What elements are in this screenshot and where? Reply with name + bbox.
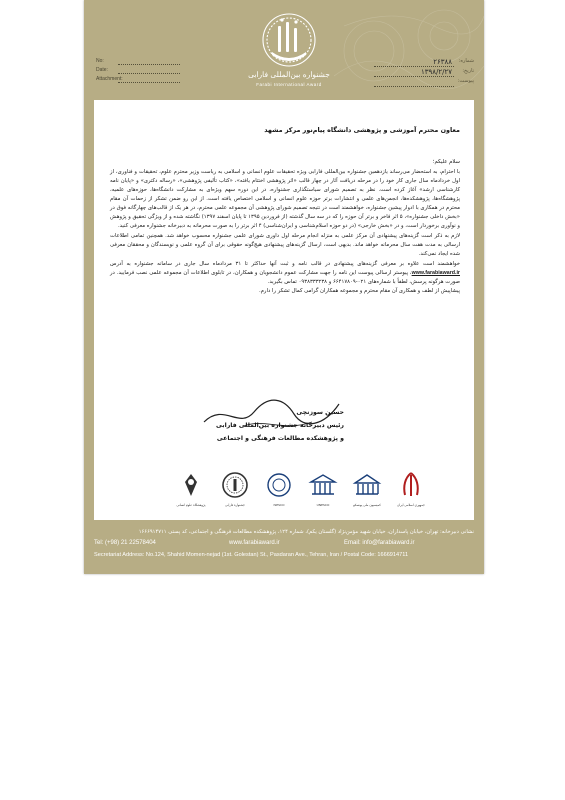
footer-email[interactable]: Email: info@farabiaward.ir [344, 540, 415, 546]
isesco-icon [262, 470, 296, 500]
label-number: شماره: [458, 58, 474, 64]
signer-title-2: و پژوهشکده مطالعات فرهنگی و اجتماعی [216, 435, 344, 442]
farabi-seal-icon [218, 470, 252, 500]
header-left-fields [96, 58, 156, 85]
footer-address-en: Secretariat Address: No.124, Shahid Momen-nejad (1st. Golestan) St., Pasdaran Ave., Tehran, Iran / Postal Code: 1666914711 [94, 552, 409, 558]
letter-date: ۱۳۹۸/۲/۲۷ [420, 68, 452, 76]
partner-logos [154, 470, 434, 515]
label-date: Date: [96, 67, 108, 73]
logo-caption: جمهوری اسلامی ایران [397, 503, 425, 507]
institute-logo [174, 470, 208, 514]
logo-caption: کمیسیون ملی یونسکو [353, 503, 381, 507]
paragraph-4: پیشاپیش از لطف و همکاری آن مقام محترم و مجموعه همکاران گرامی کمال تشکر را دارم. [258, 288, 460, 295]
iran-emblem-logo [394, 470, 428, 514]
salutation: سلام علیکم؛ [432, 159, 460, 165]
logo-subtitle: Farabi International Award [256, 82, 322, 87]
label-attachment-fa: پیوست: [457, 78, 474, 84]
signer-name: حسین سوزنچی [296, 409, 344, 416]
header-right-fields [374, 58, 474, 88]
unesco-logo [306, 470, 340, 514]
footer-website[interactable]: www.farabiaward.ir [229, 540, 280, 546]
footer-address-fa: نشانی دبیرخانه: تهران، خیابان پاسداران، خیابان شهید مؤمن‌نژاد (گلستان یکم)، شماره ۱۲۴، پژوهشکده مطالعات فرهنگی و اجتماعی، کد پستی ۱۶۶۶۹۱۴۷۱۱ [138, 529, 474, 535]
unesco-commission-icon [350, 470, 384, 500]
paragraph-3-end: ، پیوستر ارسالی پیوست این نامه را جهت مشارکت عموم دانشجویان و همکاران، در تابلوی اطلاعات آن مجموعه علمی نصب فرمایید. در صورت هرگونه پرسش، لطفاً با شماره‌های ۰۲۱-۶۶۴۱۷۸۰۹ و ۰۹۳۸۳۳۳۲۳۸ تماس بگیرید. [110, 269, 460, 285]
letter-content [110, 158, 460, 297]
farabi-logo [234, 10, 344, 98]
label-date-fa: تاریخ: [462, 68, 474, 74]
logo-caption: UNESCO [316, 503, 330, 507]
isesco-logo [262, 470, 296, 514]
letter-recipient: معاون محترم آموزشی و پژوهشی دانشگاه پیام‌نور مرکز مشهد [264, 126, 460, 134]
unesco-commission-logo [350, 470, 384, 514]
farabi-seal-logo [218, 470, 252, 514]
letter-number: ۲۶۳۸۸ [433, 58, 452, 66]
logo-title: جشنواره بین‌المللی فارابی [248, 70, 330, 79]
letter-page [84, 0, 484, 574]
footer-tel: Tel: (+98) 21 22578404 [94, 540, 156, 546]
logo-caption: جشنواره فارابی [225, 503, 245, 507]
letterhead [84, 0, 484, 98]
letter-footer [84, 524, 484, 574]
iran-emblem-icon [394, 470, 428, 500]
paragraph-2: لازم به ذکر است گزینه‌های پیشنهادی آن مرکز علمی به منزله انجام مرحله اول داوری شورای علمی جشنواره محسوب خواهد شد. همچنین تمامی اطلاعات ارسالی به مدت هفت سال محرمانه خواهد ماند. بدیهی است، ارسال گزینه‌های پیشنهادی هیچ‌گونه حقوقی برای آن گروه علمی و نویسندگان و محققان معرفی شده ایجاد نمی‌کند. [110, 232, 460, 257]
logo-caption: ISESCO [273, 503, 285, 507]
farabi-emblem-icon [234, 10, 344, 72]
paragraph-1: با احترام، به استحضار می‌رساند یازدهمین جشنواره بین‌المللی فارابی ویژه تحقیقات علوم انسانی و اسلامی به ریاست وزیر محترم علوم، تحقیقات و فناوری، از اول خردادماه سال جاری کار خود را در مرحله دریافت آثار در چهار قالب «اثر پژوهشی اختتام یافته»، «کتاب تألیفی پژوهشی»، «رساله دکتری» و «پایان نامه کارشناسی ارشد» آغاز کرده است. نظر به تصمیم شورای سیاستگذاری جشنواره، در این دوره سهم ویژه‌ای به مشارکت دانشگاه‌ها، حوزه‌های علمیه، پژوهشگاه‌ها، پژوهشکده‌ها، انجمن‌های علمی و انتشارات برتر حوزه علوم انسانی و اسلامی اختصاص یافته است. از این رو ضمن تشکر از زحمات آن مقام محترم در همکاری با ادوار پیشین جشنواره، خواهشمند است در نتیجه تصمیم شورای پژوهشی آن مجموعه علمی محترم، در هر یک از قالب‌های چهارگانه فوق در «بخش داخلی جشنواره»، ۵ اثر فاخر و برتر آن حوزه را که در سه سال گذشته (از فروردین ۱۳۹۵ تا پایان اسفند ۱۳۹۷) نگاشته شده و از ویژگی تحقیق و پژوهش و نوآوری برخوردار است، و در «بخش خارجی» (در دو حوزه اسلام‌شناسی و ایران‌شناسی) ۴ اثر برتر را به صورت محرمانه به دبیرخانه جشنواره معرفی کنید. [110, 168, 461, 230]
paragraph-3-start: خواهشمند است علاوه بر معرفی گزینه‌های پیشنهادی در قالب نامه و ثبت آنها حداکثر تا ۳۱ مردادماه سال جاری در سامانه جشنواره به آدرس [110, 260, 460, 267]
letter-body [94, 100, 474, 520]
label-no: No: [96, 58, 104, 64]
paragraph-3 [110, 260, 460, 287]
unesco-icon [306, 470, 340, 500]
label-attachment: Attachment: [96, 76, 123, 82]
logo-caption: پژوهشگاه علوم انسانی [176, 503, 206, 507]
website-link[interactable]: www.farabiaward.ir [411, 269, 460, 276]
institute-emblem-icon [174, 470, 208, 500]
signature-block [204, 406, 344, 445]
signer-title-1: رئیس دبیرخانه جشنواره بین‌المللی فارابی [216, 422, 344, 429]
